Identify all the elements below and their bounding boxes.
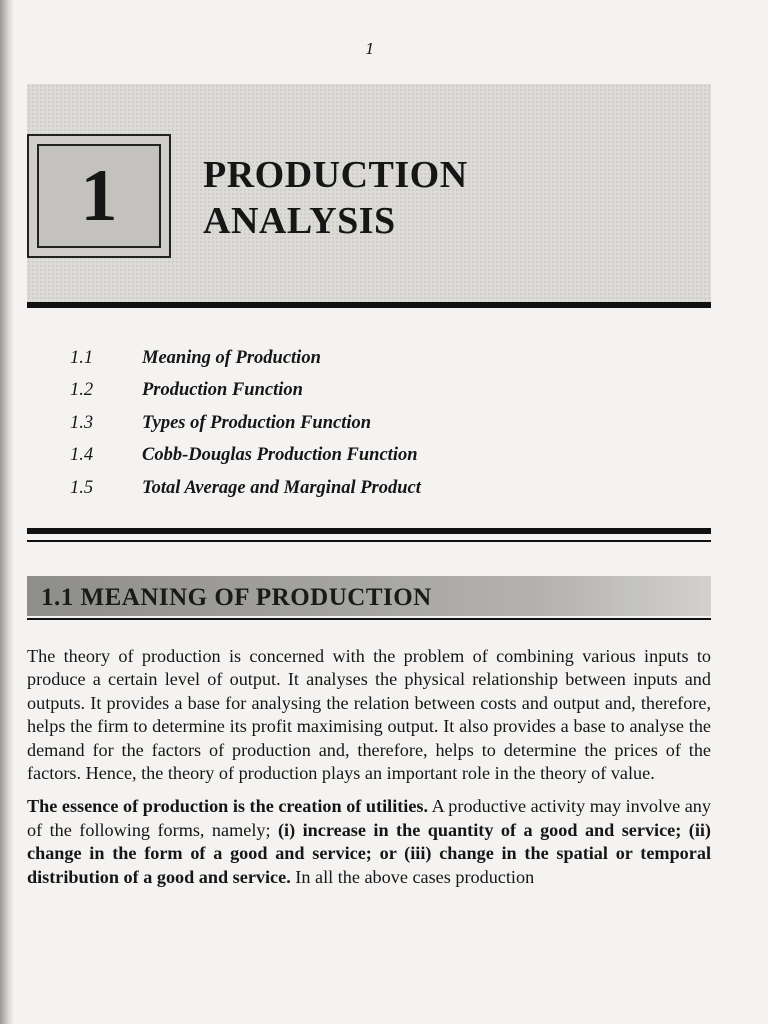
paragraph-1: The theory of production is concerned with the problem of combining various inputs to produce a certain level of output. It analyses the physical relationship between inputs and outputs. It provides a base for analysing the relation between costs and output and, therefore, helps the firm to determine its profit maximising output. It also provides a base to analyse the demand for the factors of production and, therefore, helps to determine the prices of the factors. Hence, the theory of production plays an important role in the theory of value.: [27, 646, 711, 784]
toc-item-label: Cobb-Douglas Production Function: [142, 445, 418, 466]
contents-rule-thin: [27, 540, 711, 542]
toc-item-number: 1.5: [70, 477, 94, 498]
paragraph-2: [27, 795, 711, 889]
page-number: 1: [365, 40, 375, 58]
toc-item: [70, 440, 421, 473]
contents-rule-thick: [27, 528, 711, 534]
section-heading-bar: [27, 576, 711, 616]
toc-item-label: Types of Production Function: [142, 412, 372, 433]
chapter-title-line-1: PRODUCTION: [203, 154, 468, 196]
body-text: [27, 645, 711, 899]
chapter-number-box: [27, 134, 171, 258]
chapter-title: [203, 152, 468, 244]
toc-item-label: Total Average and Marginal Product: [142, 477, 421, 498]
paragraph-2-text: A productive activity may involve any of the following forms, namely;: [27, 796, 711, 840]
paragraph-2-bold-lead: The essence of production is the creation of utilities.: [27, 796, 429, 817]
chapter-title-line-2: ANALYSIS: [203, 200, 396, 242]
section-heading-rule: [27, 618, 711, 620]
toc-item: [70, 472, 421, 505]
section-heading: 1.1 MEANING OF PRODUCTION: [41, 584, 432, 611]
paragraph-2-bold-list: (i) increase in the quantity of a good and service; (ii) change in the form of a good and service; or (iii) change in the spatial or temporal distribution of a good and service.: [27, 819, 711, 887]
toc-item: [70, 342, 421, 375]
toc-item: [70, 407, 421, 440]
toc-item-number: 1.3: [70, 412, 94, 433]
toc-item-number: 1.1: [70, 347, 94, 368]
toc-item-label: Meaning of Production: [142, 347, 321, 368]
chapter-number-box-inner: [37, 144, 161, 248]
toc-item-number: 1.4: [70, 445, 94, 466]
toc-item-label: Production Function: [142, 380, 303, 401]
toc-item-number: 1.2: [70, 380, 94, 401]
paragraph-2-tail: In all the above cases production: [290, 866, 535, 887]
chapter-contents-list: [70, 342, 421, 505]
toc-item: [70, 375, 421, 408]
chapter-number: 1: [80, 155, 118, 237]
chapter-header-rule: [27, 302, 711, 308]
page-binding-shadow: [0, 0, 14, 1024]
